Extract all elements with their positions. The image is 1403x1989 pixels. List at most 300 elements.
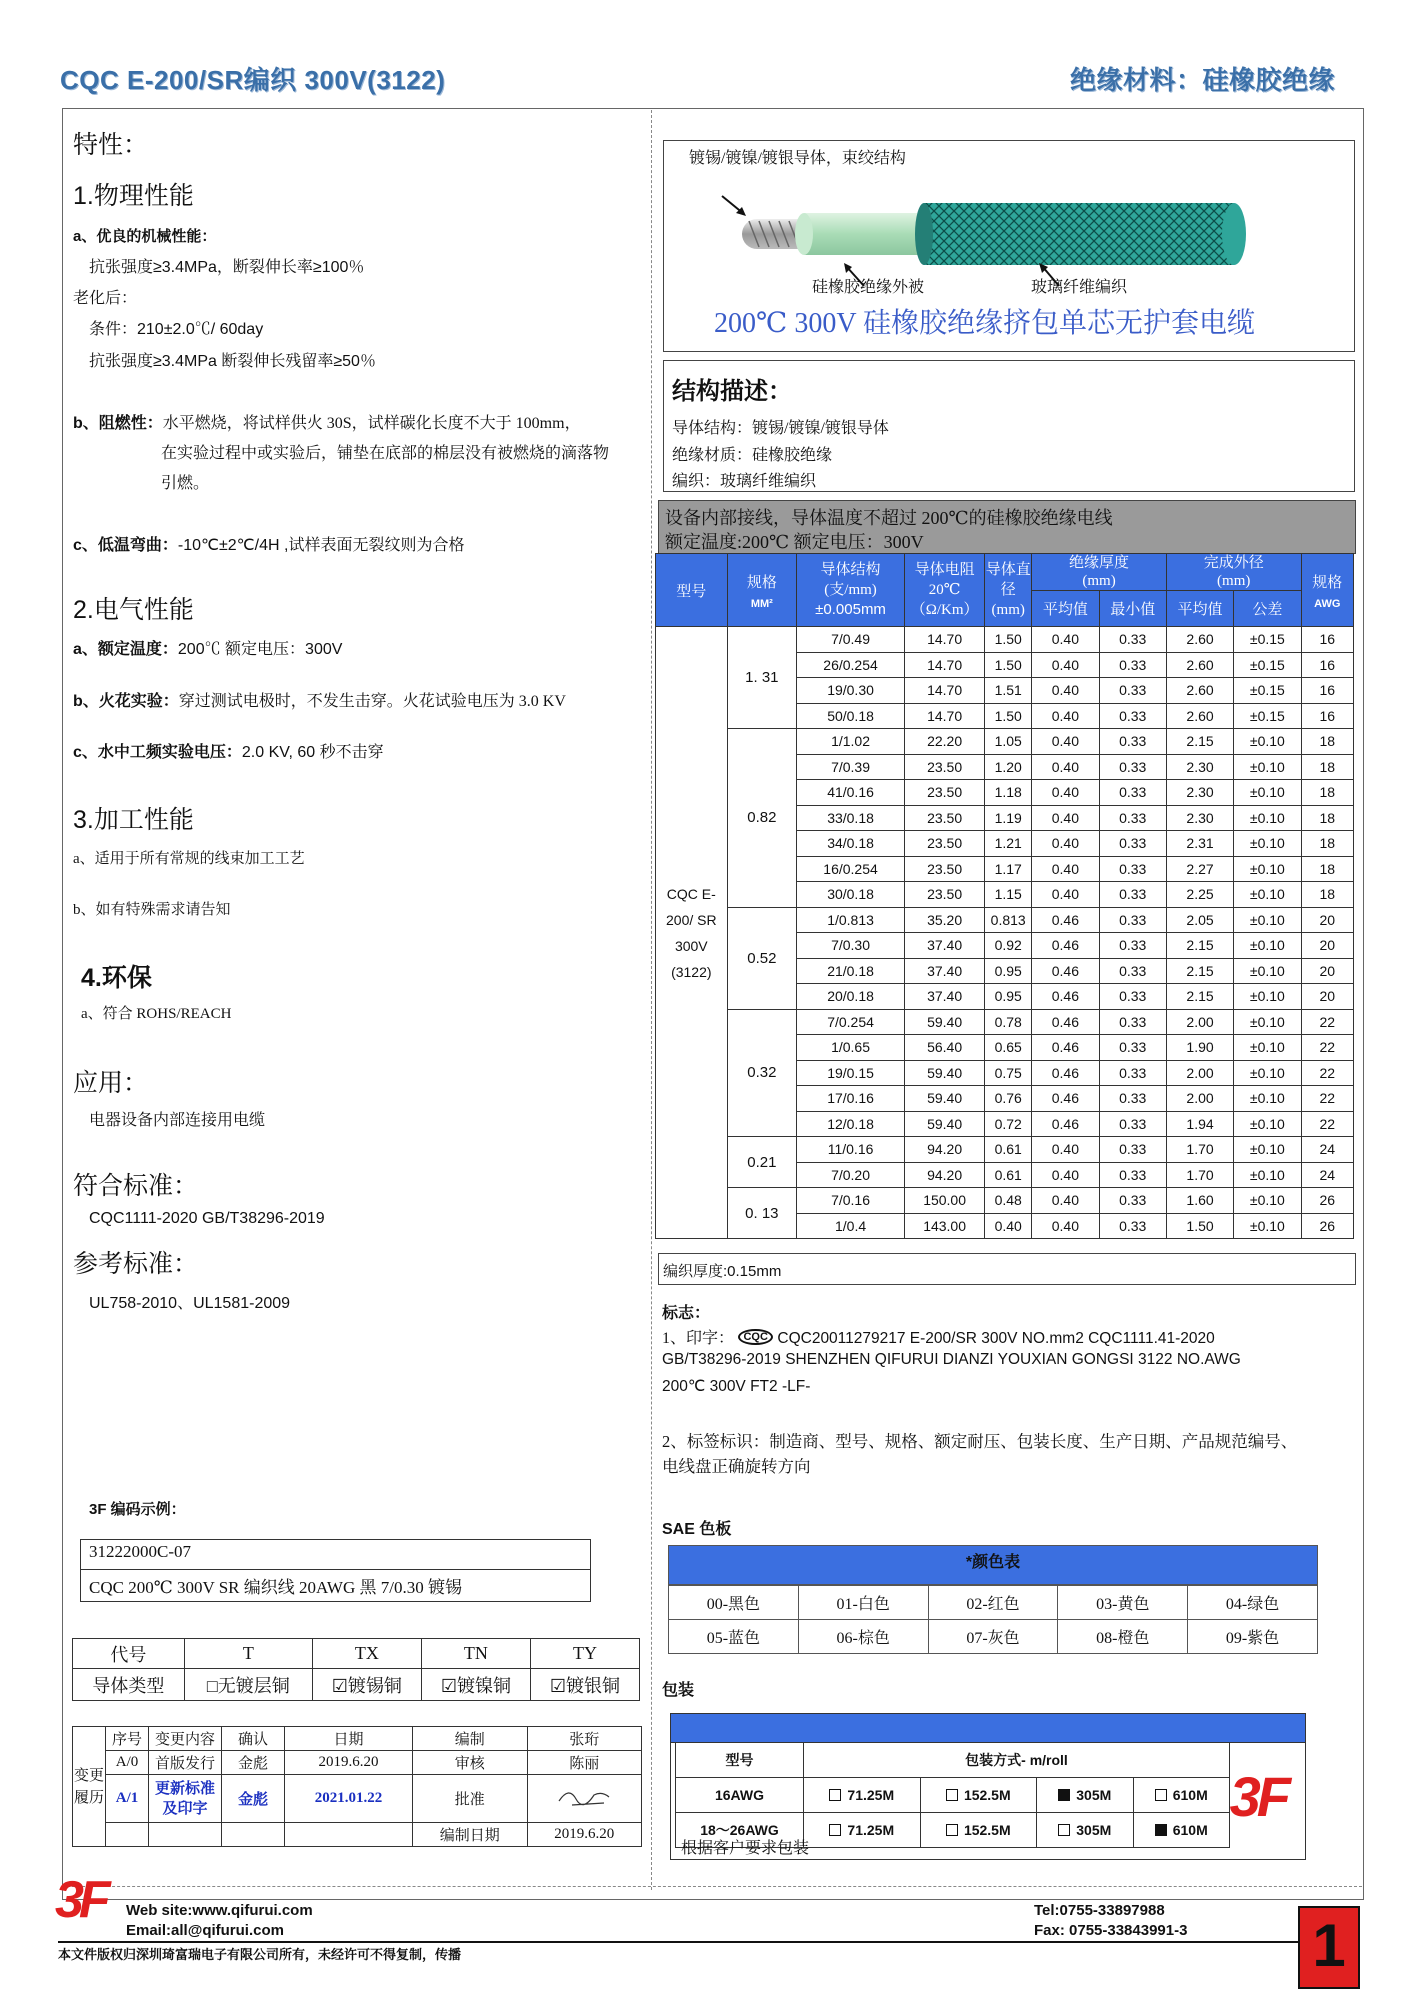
color-07: 07-灰色 — [928, 1620, 1058, 1654]
spec-cell: 0.33 — [1099, 984, 1166, 1010]
footer-copyright: 本文件版权归深圳琦富瑞电子有限公司所有，未经许可不得复制，传播 — [58, 1947, 462, 1962]
rated-temp-title: a、额定温度： — [73, 641, 178, 658]
footer-website[interactable]: Web site:www.qifurui.com — [126, 1902, 313, 1919]
spec-cell: 0.33 — [1099, 1137, 1166, 1163]
spec-cell: 0.33 — [1099, 1162, 1166, 1188]
pkg-row2-opt3: 305M — [1037, 1813, 1133, 1848]
spec-cell: 56.40 — [905, 1035, 985, 1061]
spec-cell: 22 — [1301, 1009, 1353, 1035]
spec-cell: ±0.10 — [1234, 1060, 1301, 1086]
spec-cell: 22 — [1301, 1086, 1353, 1112]
spec-cell: 14.70 — [905, 627, 985, 653]
packaging-box — [670, 1713, 1306, 1860]
spec-cell: 0.46 — [1032, 1111, 1099, 1137]
standard-text: CQC1111-2020 GB/T38296-2019 — [89, 1210, 325, 1227]
spec-cell: 7/0.254 — [797, 1009, 905, 1035]
spec-cell: 1.15 — [985, 882, 1032, 908]
spec-cell: 0.92 — [985, 933, 1032, 959]
spec-cell: 0.33 — [1099, 831, 1166, 857]
spec-cell: 1.50 — [1166, 1213, 1233, 1239]
checkbox-icon — [829, 1789, 841, 1801]
spec-cell: 0.46 — [1032, 984, 1099, 1010]
spec-cell: 2.60 — [1166, 703, 1233, 729]
page-number: 1 — [1312, 1912, 1346, 1979]
pkg-h-model: 型号 — [676, 1743, 804, 1778]
spec-cell: 1.60 — [1166, 1188, 1233, 1214]
spec-cell: 0.40 — [1032, 627, 1099, 653]
spec-cell: ±0.10 — [1234, 1009, 1301, 1035]
spec-cell: 22 — [1301, 1111, 1353, 1137]
rev1-date: 2019.6.20 — [285, 1751, 413, 1775]
spec-cell: 1/0.813 — [797, 907, 905, 933]
packaging-bar — [671, 1714, 1305, 1743]
spec-cell: 23.50 — [905, 856, 985, 882]
flame-line3: 引燃。 — [161, 475, 210, 492]
spec-h-awg: 规格 AWG — [1301, 554, 1353, 627]
spec-cell: 2.31 — [1166, 831, 1233, 857]
standard-heading: 符合标准： — [73, 1172, 199, 1200]
spec-h-od-avg: 平均值 — [1166, 591, 1233, 627]
spec-cell: 0.33 — [1099, 1086, 1166, 1112]
structure-insulation: 绝缘材质：硅橡胶绝缘 — [672, 447, 833, 464]
spec-cell: ±0.15 — [1234, 652, 1301, 678]
spec-cell: 7/0.39 — [797, 754, 905, 780]
spec-cell: ±0.10 — [1234, 754, 1301, 780]
print-line1: CQC20011279217 E-200/SR 300V NO.mm2 CQC1111.41-2020 — [777, 1330, 1215, 1347]
spec-cell: 2.15 — [1166, 958, 1233, 984]
checkbox-icon — [1058, 1824, 1070, 1836]
spec-cell: 7/0.16 — [797, 1188, 905, 1214]
spec-cell: 23.50 — [905, 754, 985, 780]
spec-cell: ±0.15 — [1234, 678, 1301, 704]
spec-cell: 0.46 — [1032, 1009, 1099, 1035]
spec-cell: 16 — [1301, 703, 1353, 729]
spec-cell: 22.20 — [905, 729, 985, 755]
spec-cell: 20/0.18 — [797, 984, 905, 1010]
color-table-title: *颜色表 — [668, 1545, 1318, 1585]
cqc-logo-icon: CQC — [738, 1329, 772, 1345]
spec-cell: 1.94 — [1166, 1111, 1233, 1137]
spec-h-diameter: 导体直径 (mm) — [985, 554, 1032, 627]
spec-cell: 26 — [1301, 1213, 1353, 1239]
rev-h-date: 日期 — [285, 1727, 413, 1751]
spec-cell: 22 — [1301, 1035, 1353, 1061]
spec-size-cell: 1. 31 — [727, 627, 796, 729]
code-example-box — [80, 1539, 591, 1602]
structure-conductor: 导体结构：镀锡/镀镍/镀银导体 — [672, 420, 889, 437]
spec-cell: 0.40 — [1032, 831, 1099, 857]
spec-cell: 0.95 — [985, 958, 1032, 984]
spec-cell: 0.40 — [1032, 652, 1099, 678]
spec-cell: 1.19 — [985, 805, 1032, 831]
spec-cell: 14.70 — [905, 678, 985, 704]
spec-cell: 20 — [1301, 958, 1353, 984]
footer-fax: Fax: 0755-33843991-3 — [1034, 1922, 1188, 1939]
braid-label: 玻璃纤维编织 — [1031, 279, 1128, 296]
spec-row — [656, 1009, 1354, 1035]
cable-diagram-box — [663, 140, 1355, 352]
plating-option-nickel: ☑镀镍铜 — [421, 1669, 530, 1701]
header-right-title: 绝缘材料：硅橡胶绝缘 — [1069, 65, 1335, 95]
braid-thickness-box — [658, 1253, 1356, 1285]
spec-cell: 24 — [1301, 1162, 1353, 1188]
structure-heading: 结构描述： — [672, 378, 792, 405]
spec-size-cell: 0.52 — [727, 907, 796, 1009]
rev1-role: 审核 — [413, 1751, 527, 1775]
spec-cell: 17/0.16 — [797, 1086, 905, 1112]
spec-cell: 0.33 — [1099, 1035, 1166, 1061]
spec-cell: 37.40 — [905, 958, 985, 984]
rev-h-author: 编制 — [413, 1727, 527, 1751]
spec-cell: 7/0.30 — [797, 933, 905, 959]
spec-cell: 18 — [1301, 831, 1353, 857]
rev-h-content: 变更内容 — [149, 1727, 222, 1751]
code-example-heading: 3F 编码示例： — [89, 1501, 186, 1518]
cold-bend-title: c、低温弯曲： — [73, 537, 178, 554]
spec-cell: 59.40 — [905, 1111, 985, 1137]
spec-cell: ±0.10 — [1234, 958, 1301, 984]
spec-row — [656, 1188, 1354, 1214]
spec-size-cell: 0. 13 — [727, 1188, 796, 1239]
spec-cell: 2.05 — [1166, 907, 1233, 933]
spec-cell: 16/0.254 — [797, 856, 905, 882]
spec-h-insulation: 绝缘厚度 (mm) — [1032, 554, 1167, 591]
spec-cell: 23.50 — [905, 780, 985, 806]
spec-cell: 0.33 — [1099, 703, 1166, 729]
spec-cell: 30/0.18 — [797, 882, 905, 908]
spec-cell: 2.60 — [1166, 627, 1233, 653]
spec-cell: 35.20 — [905, 907, 985, 933]
spec-cell: 20 — [1301, 933, 1353, 959]
packaging-table — [675, 1742, 1230, 1848]
spec-cell: 18 — [1301, 780, 1353, 806]
plating-option-bare: □无镀层铜 — [184, 1669, 312, 1701]
reference-text: UL758-2010、UL1581-2009 — [89, 1295, 291, 1312]
header-left-title: CQC E-200/SR编织 300V(3122) — [60, 65, 446, 95]
page-number-box — [1298, 1906, 1360, 1989]
rev2-role: 批准 — [413, 1775, 527, 1823]
spec-size-cell: 0.21 — [727, 1137, 796, 1188]
pkg-row1-opt2: 152.5M — [920, 1778, 1037, 1813]
spec-cell: 0.33 — [1099, 933, 1166, 959]
processing-a: a、适用于所有常规的线束加工工艺 — [73, 851, 305, 867]
spec-cell: 0.33 — [1099, 805, 1166, 831]
footer-rule — [58, 1941, 1301, 1943]
application-heading: 应用： — [73, 1069, 149, 1097]
mech-line: 抗张强度≥3.4MPa，断裂伸长率≥100％ — [89, 259, 365, 276]
spec-cell: 12/0.18 — [797, 1111, 905, 1137]
spec-size-cell: 0.82 — [727, 729, 796, 908]
spec-cell: 0.95 — [985, 984, 1032, 1010]
spec-cell: 16 — [1301, 627, 1353, 653]
water-test-text: 2.0 KV, 60 秒不击穿 — [241, 744, 384, 761]
spec-cell: 16 — [1301, 652, 1353, 678]
spec-table — [655, 553, 1354, 1239]
spec-cell: 0.46 — [1032, 907, 1099, 933]
spec-description — [658, 500, 1356, 554]
pkg-row2-opt1: 71.25M — [804, 1813, 921, 1848]
color-08: 08-橙色 — [1058, 1620, 1188, 1654]
spec-cell: 2.30 — [1166, 780, 1233, 806]
spec-cell: 0.33 — [1099, 1213, 1166, 1239]
spec-cell: 37.40 — [905, 984, 985, 1010]
spec-cell: 18 — [1301, 856, 1353, 882]
spec-cell: 20 — [1301, 984, 1353, 1010]
spec-cell: ±0.10 — [1234, 1213, 1301, 1239]
rev3-label: 编制日期 — [413, 1823, 527, 1847]
rev2-date: 2021.01.22 — [285, 1775, 413, 1823]
plating-header-tx: TX — [312, 1639, 421, 1669]
pkg-row1-opt1: 71.25M — [804, 1778, 921, 1813]
spark-text: 穿过测试电极时，不发生击穿。火花试验电压为 3.0 KV — [178, 693, 566, 710]
spec-cell: 94.20 — [905, 1137, 985, 1163]
spec-cell: 0.40 — [1032, 856, 1099, 882]
spec-cell: 0.40 — [1032, 1188, 1099, 1214]
spec-cell: 0.48 — [985, 1188, 1032, 1214]
spec-row — [656, 627, 1354, 653]
footer-logo-icon: 3F — [55, 1871, 106, 1929]
spec-cell: 143.00 — [905, 1213, 985, 1239]
processing-b: b、如有特殊需求请告知 — [73, 902, 231, 918]
spec-cell: ±0.10 — [1234, 831, 1301, 857]
color-02: 02-红色 — [928, 1586, 1058, 1620]
spec-cell: 2.00 — [1166, 1086, 1233, 1112]
spec-desc-line1: 设备内部接线，导体温度不超过 200℃的硅橡胶绝缘电线 — [665, 508, 1113, 528]
label-line1: 2、标签标识：制造商、型号、规格、额定耐压、包装长度、生产日期、产品规范编号、 — [662, 1432, 1298, 1451]
spec-cell: 0.40 — [1032, 1213, 1099, 1239]
spec-cell: 0.33 — [1099, 958, 1166, 984]
rev2-confirm: 金彪 — [222, 1775, 285, 1823]
spec-cell: 0.33 — [1099, 780, 1166, 806]
structure-box — [663, 360, 1355, 492]
spec-cell: 59.40 — [905, 1009, 985, 1035]
spec-cell: 0.46 — [1032, 958, 1099, 984]
cold-bend-text: -10℃±2℃/4H ,试样表面无裂纹则为合格 — [177, 537, 465, 554]
brand-logo-icon: 3F — [1229, 1765, 1287, 1828]
signature-icon — [554, 1781, 614, 1811]
code-example-line1: 31222000C-07 — [89, 1542, 191, 1561]
color-table-box — [668, 1545, 1318, 1654]
checkbox-checked-icon — [1155, 1824, 1167, 1836]
print-prefix: 1、印字： — [662, 1330, 735, 1347]
spec-cell: 59.40 — [905, 1060, 985, 1086]
spec-cell: 0.33 — [1099, 627, 1166, 653]
spec-cell: ±0.10 — [1234, 1188, 1301, 1214]
spec-cell: 2.30 — [1166, 805, 1233, 831]
spec-cell: ±0.10 — [1234, 882, 1301, 908]
spec-cell: 2.25 — [1166, 882, 1233, 908]
spec-cell: 0.40 — [1032, 754, 1099, 780]
spec-cell: 0.46 — [1032, 1086, 1099, 1112]
spec-cell: 0.61 — [985, 1137, 1032, 1163]
spec-cell: ±0.10 — [1234, 856, 1301, 882]
spec-cell: 0.46 — [1032, 933, 1099, 959]
spec-cell: 1.50 — [985, 652, 1032, 678]
spec-cell: 1.51 — [985, 678, 1032, 704]
spec-cell: 0.33 — [1099, 1188, 1166, 1214]
footer-tel: Tel:0755-33897988 — [1034, 1902, 1165, 1919]
physical-heading: 1.物理性能 — [73, 182, 194, 210]
insulation-label: 硅橡胶绝缘外被 — [812, 279, 925, 296]
color-09: 09-紫色 — [1188, 1620, 1318, 1654]
color-05: 05-蓝色 — [669, 1620, 799, 1654]
electrical-heading: 2.电气性能 — [73, 596, 194, 624]
spec-cell: 2.30 — [1166, 754, 1233, 780]
spec-cell: 24 — [1301, 1137, 1353, 1163]
color-01: 01-白色 — [798, 1586, 928, 1620]
spec-cell: ±0.10 — [1234, 1086, 1301, 1112]
spec-cell: 1.70 — [1166, 1162, 1233, 1188]
revision-side-label: 变更履历 — [73, 1727, 106, 1847]
packaging-heading: 包装 — [662, 1682, 695, 1699]
spec-cell: 2.60 — [1166, 678, 1233, 704]
rev-h-no: 序号 — [106, 1727, 149, 1751]
print-line3: 200℃ 300V FT2 -LF- — [662, 1378, 811, 1395]
spec-cell: 1/0.65 — [797, 1035, 905, 1061]
pkg-row1-model: 16AWG — [676, 1778, 804, 1813]
spec-model: CQC E-200/ SR 300V (3122) — [666, 885, 717, 980]
label-line2: 电线盘正确旋转方向 — [662, 1457, 811, 1476]
spec-cell: 59.40 — [905, 1086, 985, 1112]
conductor-label: 镀锡/镀镍/镀银导体，束绞结构 — [689, 150, 906, 167]
spec-cell: 41/0.16 — [797, 780, 905, 806]
checkbox-icon — [829, 1824, 841, 1836]
spec-cell: 22 — [1301, 1060, 1353, 1086]
spec-cell: 14.70 — [905, 652, 985, 678]
spec-cell: 2.15 — [1166, 933, 1233, 959]
spark-title: b、火花实验： — [73, 693, 179, 710]
pkg-row1-opt3: 305M — [1037, 1778, 1133, 1813]
spec-h-resistance: 导体电阻 20℃ （Ω/Km） — [905, 554, 985, 627]
spec-cell: 0.78 — [985, 1009, 1032, 1035]
packaging-note: 根据客户要求包装 — [681, 1840, 810, 1857]
spec-cell: 0.813 — [985, 907, 1032, 933]
spec-cell: ±0.15 — [1234, 703, 1301, 729]
spec-cell: 0.40 — [1032, 1137, 1099, 1163]
plating-header-t: T — [184, 1639, 312, 1669]
spec-cell: 23.50 — [905, 831, 985, 857]
spec-cell: 0.33 — [1099, 856, 1166, 882]
spec-cell: 0.33 — [1099, 729, 1166, 755]
spec-cell: 1.50 — [985, 627, 1032, 653]
color-00: 00-黑色 — [669, 1586, 799, 1620]
spec-cell: ±0.10 — [1234, 780, 1301, 806]
pkg-row2-opt2: 152.5M — [920, 1813, 1037, 1848]
spec-cell: 94.20 — [905, 1162, 985, 1188]
spec-h-ins-avg: 平均值 — [1032, 591, 1099, 627]
pkg-row2-opt4: 610M — [1133, 1813, 1229, 1848]
spec-desc-line2: 额定温度:200℃ 额定电压：300V — [665, 532, 924, 552]
spec-cell: 0.40 — [1032, 882, 1099, 908]
spec-row — [656, 729, 1354, 755]
spec-cell: 1.50 — [985, 703, 1032, 729]
environment-heading: 4.环保 — [81, 964, 152, 992]
spec-cell: 19/0.30 — [797, 678, 905, 704]
color-03: 03-黄色 — [1058, 1586, 1188, 1620]
spec-cell: 0.33 — [1099, 1009, 1166, 1035]
flame-line1: 水平燃烧，将试样供火 30S，试样碳化长度不大于 100mm， — [162, 415, 581, 432]
spec-cell: 0.40 — [1032, 1162, 1099, 1188]
spec-cell: 0.40 — [1032, 780, 1099, 806]
pkg-row1-opt4: 610M — [1133, 1778, 1229, 1813]
plating-table — [72, 1638, 640, 1701]
spec-cell: 2.15 — [1166, 984, 1233, 1010]
spec-cell: 21/0.18 — [797, 958, 905, 984]
spec-cell: 150.00 — [905, 1188, 985, 1214]
spec-cell: 0.33 — [1099, 907, 1166, 933]
footer-email[interactable]: Email:all@qifurui.com — [126, 1922, 284, 1939]
column-divider — [651, 110, 652, 1890]
spec-cell: 26 — [1301, 1188, 1353, 1214]
spec-cell: 1.20 — [985, 754, 1032, 780]
spec-cell: 0.40 — [1032, 703, 1099, 729]
color-06: 06-棕色 — [798, 1620, 928, 1654]
spec-cell: 34/0.18 — [797, 831, 905, 857]
spec-h-size: 规格 MM² — [727, 554, 796, 627]
plating-header-code: 代号 — [73, 1639, 185, 1669]
spec-cell: 0.75 — [985, 1060, 1032, 1086]
spec-cell: 33/0.18 — [797, 805, 905, 831]
spec-cell: 1/0.4 — [797, 1213, 905, 1239]
plating-header-tn: TN — [421, 1639, 530, 1669]
aging-result: 抗张强度≥3.4MPa 断裂伸长残留率≥50％ — [89, 353, 376, 370]
spec-cell: 18 — [1301, 754, 1353, 780]
spec-h-ins-min: 最小值 — [1099, 591, 1166, 627]
aging-label: 老化后： — [73, 290, 138, 307]
spec-cell: 2.15 — [1166, 729, 1233, 755]
spec-cell: ±0.10 — [1234, 1035, 1301, 1061]
spec-cell: 2.00 — [1166, 1009, 1233, 1035]
spec-cell: 0.33 — [1099, 1060, 1166, 1086]
rev-h-confirm: 确认 — [222, 1727, 285, 1751]
spec-cell: 18 — [1301, 882, 1353, 908]
revision-table — [72, 1726, 642, 1847]
spec-cell: 0.33 — [1099, 882, 1166, 908]
spec-cell: 1/1.02 — [797, 729, 905, 755]
spec-cell: ±0.15 — [1234, 627, 1301, 653]
aging-condition: 条件：210±2.0℃/ 60day — [89, 321, 264, 338]
spec-cell: 0.46 — [1032, 1035, 1099, 1061]
spec-h-model: 型号 — [656, 554, 728, 627]
spec-cell: 1.21 — [985, 831, 1032, 857]
spec-cell: 0.40 — [1032, 805, 1099, 831]
spec-cell: 18 — [1301, 729, 1353, 755]
print-line2: GB/T38296-2019 SHENZHEN QIFURUI DIANZI YOUXIAN GONGSI 3122 NO.AWG — [662, 1351, 1241, 1368]
spec-cell: 2.27 — [1166, 856, 1233, 882]
color-04: 04-绿色 — [1188, 1586, 1318, 1620]
spec-cell: 0.46 — [1032, 1060, 1099, 1086]
rev-h-name: 张珩 — [527, 1727, 641, 1751]
processing-heading: 3.加工性能 — [73, 806, 194, 834]
spec-cell: ±0.10 — [1234, 907, 1301, 933]
color-table — [668, 1585, 1318, 1654]
rated-temp-text: 200℃ 额定电压：300V — [177, 641, 343, 658]
spec-size-cell: 0.32 — [727, 1009, 796, 1137]
spec-cell: 1.70 — [1166, 1137, 1233, 1163]
spec-cell: 0.72 — [985, 1111, 1032, 1137]
rev1-content: 首版发行 — [149, 1751, 222, 1775]
properties-heading: 特性： — [73, 131, 149, 159]
braid-thickness: 编织厚度:0.15mm — [663, 1263, 782, 1280]
footer-divider — [62, 1886, 1362, 1887]
checkbox-icon — [946, 1789, 958, 1801]
marking-heading: 标志： — [662, 1305, 711, 1322]
spec-h-od-tol: 公差 — [1234, 591, 1301, 627]
rev1-name: 陈丽 — [527, 1751, 641, 1775]
pkg-h-method: 包装方式- m/roll — [804, 1743, 1230, 1778]
spec-cell: 7/0.49 — [797, 627, 905, 653]
flame-title: b、阻燃性： — [73, 415, 163, 432]
